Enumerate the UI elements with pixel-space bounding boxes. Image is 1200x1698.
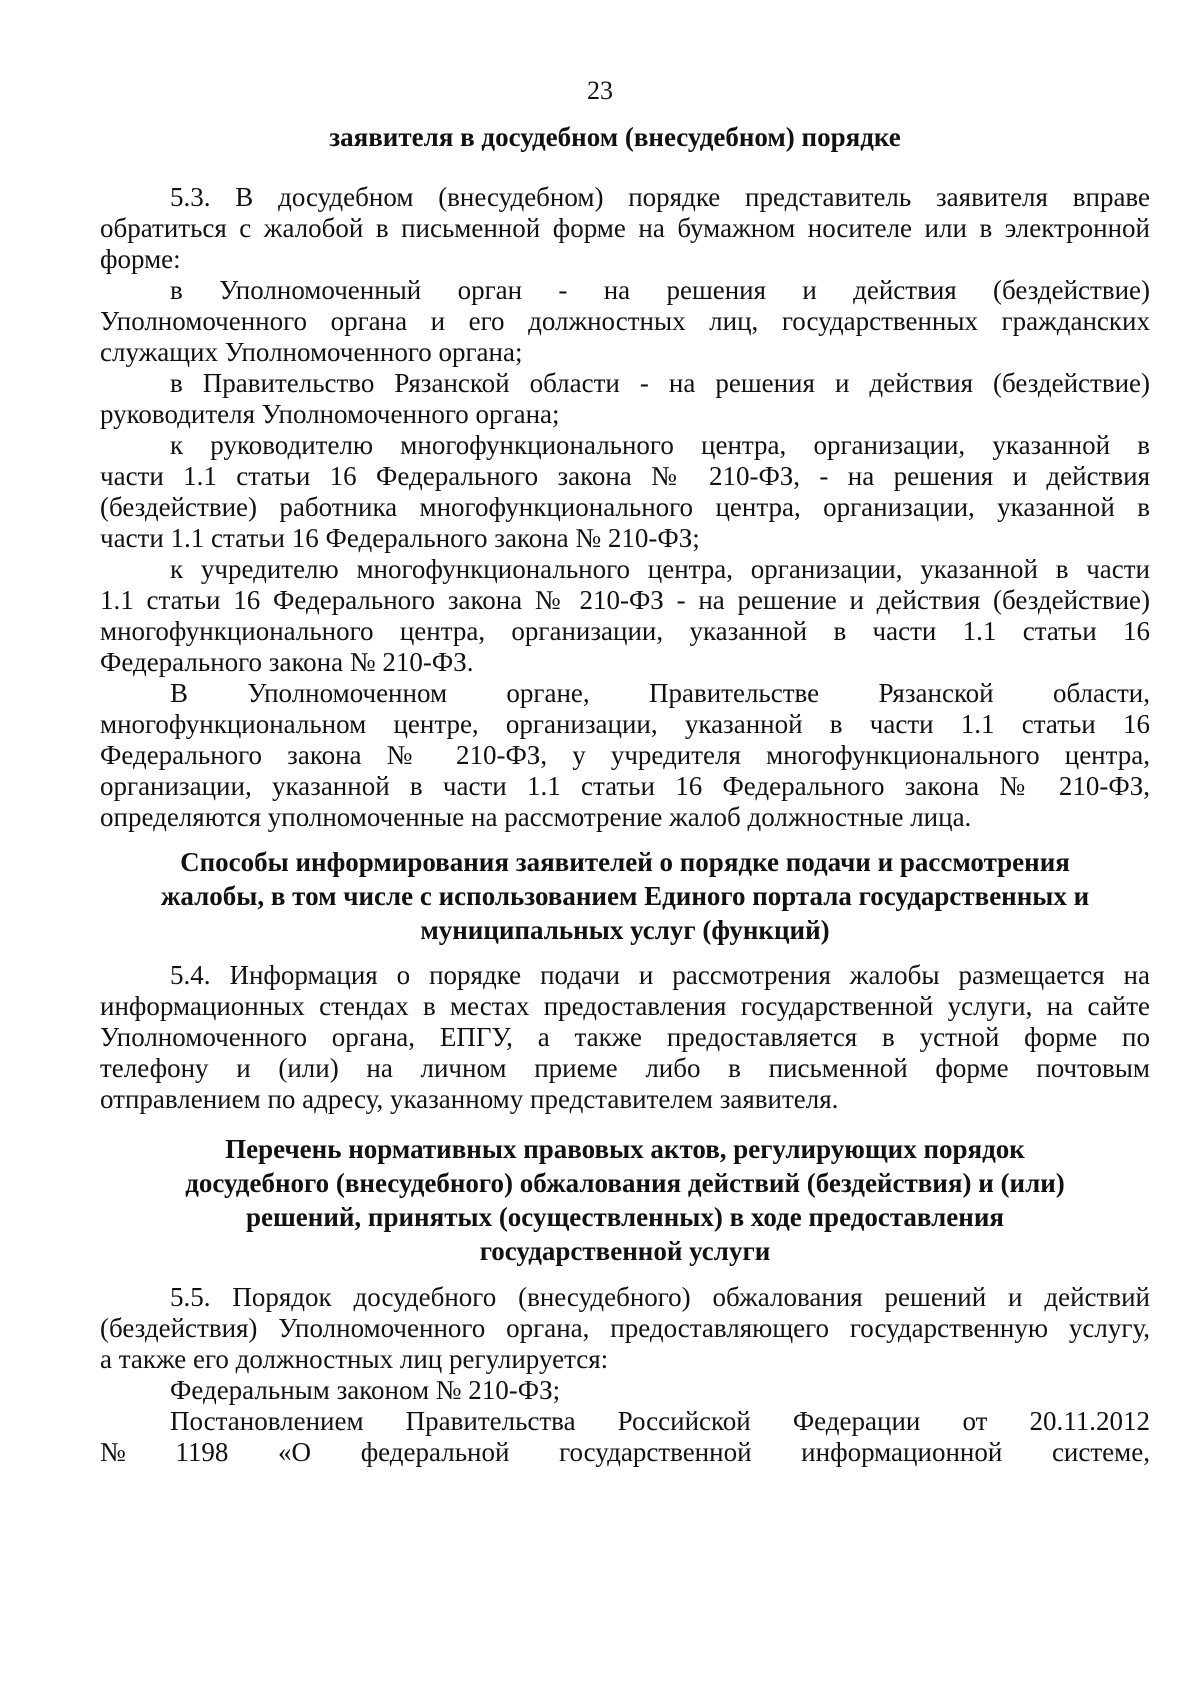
text-line: организации, указанной в части 1.1 статьи 16 Федерального закона № 210-ФЗ,	[100, 771, 1150, 801]
text-line: телефону и (или) на личном приеме либо в письменной форме почтовым	[100, 1053, 1150, 1083]
text-line: к учредителю многофункционального центра, организации, указанной в части	[170, 554, 1150, 584]
text-line: информационных стендах в местах предоставления государственной услуги, на сайте	[100, 991, 1150, 1021]
text-line: в Правительство Рязанской области - на решения и действия (бездействие)	[170, 368, 1150, 398]
section-title-line: заявителя в досудебном (внесудебном) порядке	[329, 122, 901, 152]
text-line: (бездействие) работника многофункционального центра, организации, указанной в	[100, 492, 1150, 522]
text-line: Федерального закона № 210-ФЗ.	[100, 647, 474, 677]
text-line: 5.5. Порядок досудебного (внесудебного) обжалования решений и действий	[170, 1282, 1150, 1312]
text-line: многофункциональном центре, организации, указанной в части 1.1 статьи 16	[100, 709, 1150, 739]
paragraph-5-4	[100, 960, 1150, 1115]
heading-line: Способы информирования заявителей о порядке подачи и рассмотрения	[180, 847, 1070, 877]
text-line: 1.1 статьи 16 Федерального закона № 210-ФЗ - на решение и действия (бездействие)	[100, 585, 1150, 615]
list-item-authorized-body	[100, 275, 1150, 368]
text-line: Уполномоченного органа и его должностных лиц, государственных гражданских	[100, 306, 1150, 336]
paragraph-5-3	[100, 182, 1150, 275]
text-line: Федерального закона № 210-ФЗ, у учредителя многофункционального центра,	[100, 740, 1150, 770]
page-number: 23	[587, 76, 613, 105]
law-item-continued	[100, 1437, 1150, 1468]
list-item-government	[100, 368, 1150, 430]
law-item: Постановлением Правительства Российской Федерации от 20.11.2012	[170, 1406, 1150, 1436]
text-line: (бездействия) Уполномоченного органа, предоставляющего государственную услугу,	[100, 1313, 1150, 1343]
law-item: Федеральным законом № 210-ФЗ;	[170, 1375, 561, 1405]
heading-line: решений, принятых (осуществленных) в ходе предоставления	[245, 1202, 1005, 1232]
section-title-continued	[100, 120, 1150, 154]
text-line: 5.3. В досудебном (внесудебном) порядке представитель заявителя вправе	[170, 182, 1150, 212]
text-line: к руководителю многофункционального центра, организации, указанной в	[170, 430, 1150, 460]
text-line: в Уполномоченный орган - на решения и действия (бездействие)	[170, 275, 1150, 305]
text-word: системе,	[1051, 1437, 1150, 1467]
heading-line: досудебного (внесудебного) обжалования действий (бездействия) и (или)	[185, 1168, 1065, 1198]
law-list	[100, 1375, 1150, 1468]
heading-line: муниципальных услуг (функций)	[420, 915, 830, 945]
text-line: отправлением по адресу, указанному представителем заявителя.	[100, 1084, 839, 1114]
text-line: 5.4. Информация о порядке подачи и рассмотрения жалобы размещается на	[170, 960, 1150, 990]
heading-line: Перечень нормативных правовых актов, регулирующих порядок	[225, 1134, 1025, 1164]
heading-informing-methods	[100, 845, 1150, 947]
text-line: части 1.1 статьи 16 Федерального закона № 210-ФЗ;	[100, 523, 700, 553]
text-line: Уполномоченного органа, ЕПГУ, а также предоставляется в устной форме по	[100, 1022, 1150, 1052]
text-line: части 1.1 статьи 16 Федерального закона № 210-ФЗ, - на решения и действия	[100, 461, 1150, 491]
heading-line: жалобы, в том числе с использованием Единого портала государственных и	[160, 881, 1090, 911]
text-line: руководителя Уполномоченного органа;	[100, 399, 560, 429]
heading-line: государственной услуги	[479, 1236, 771, 1266]
text-word: федеральной	[360, 1437, 510, 1467]
list-item-mfc-founder	[100, 554, 1150, 678]
text-word: №	[100, 1437, 126, 1467]
text-line: определяются уполномоченные на рассмотрение жалоб должностные лица.	[100, 802, 972, 832]
paragraph-authorized-officials	[100, 678, 1150, 833]
text-word: «О	[278, 1437, 312, 1467]
text-line: а также его должностных лиц регулируется:	[100, 1344, 609, 1374]
text-word: информационной	[801, 1437, 1003, 1467]
text-line: многофункционального центра, организации, указанной в части 1.1 статьи 16	[100, 616, 1150, 646]
heading-legal-acts	[100, 1132, 1150, 1268]
paragraph-5-5	[100, 1282, 1150, 1375]
text-line: форме:	[100, 244, 181, 274]
text-line: В Уполномоченном органе, Правительстве Рязанской области,	[170, 678, 1150, 708]
text-line: служащих Уполномоченного органа;	[100, 337, 523, 367]
text-word: государственной	[559, 1437, 752, 1467]
text-word: 1198	[175, 1437, 229, 1467]
list-item-mfc-head	[100, 430, 1150, 554]
text-line: обратиться с жалобой в письменной форме на бумажном носителе или в электронной	[100, 213, 1150, 243]
